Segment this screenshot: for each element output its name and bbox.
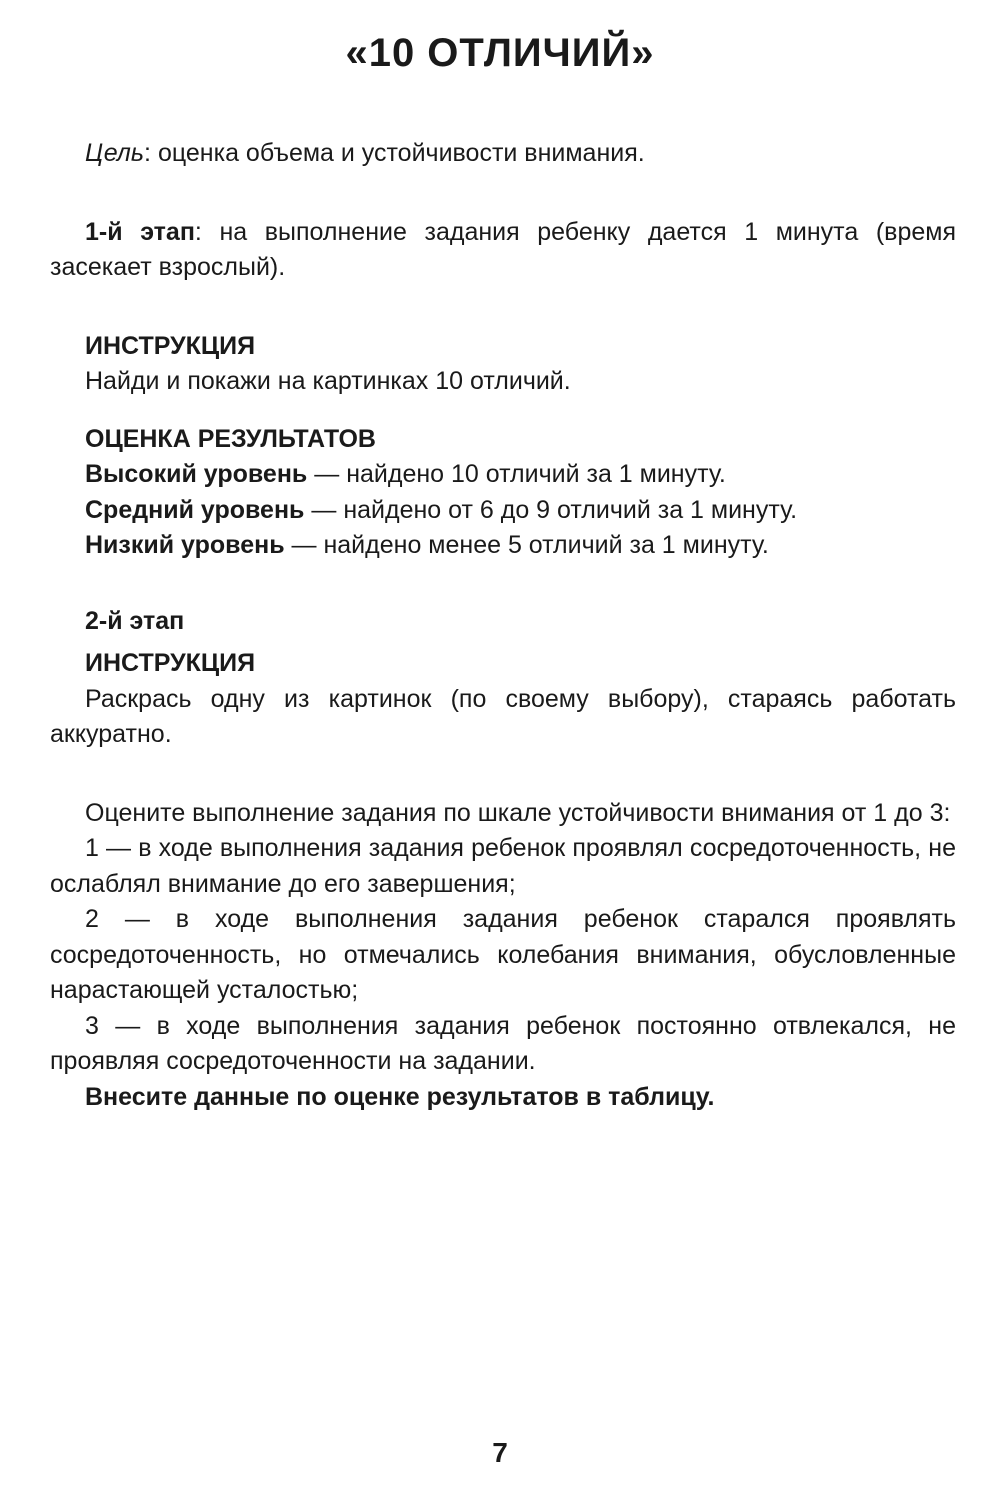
stage1-label: 1-й этап (85, 217, 195, 246)
instruction2-text: Раскрась одну из картинок (по своему выбору), стараясь работать аккуратно. (50, 684, 956, 748)
document-body (50, 136, 956, 1115)
instruction2-heading: ИНСТРУКЦИЯ (85, 649, 256, 677)
result-level-label: Низкий уровень (85, 531, 285, 559)
evaluation-item-3: 3 — в ходе выполнения задания ребенок постоянно отвлекался, не проявляя сосредоточенности на задании. (50, 1011, 956, 1075)
result-level-text: — найдено от 6 до 9 отличий за 1 минуту. (304, 495, 798, 524)
stage1-paragraph (50, 215, 956, 286)
instruction1-text: Найди и покажи на картинках 10 отличий. (85, 367, 571, 395)
result-level-text: — найдено 10 отличий за 1 минуту. (307, 460, 726, 488)
evaluation-closing: Внесите данные по оценке результатов в таблицу. (85, 1082, 715, 1111)
evaluation-intro: Оцените выполнение задания по шкале устойчивости внимания от 1 до 3: (85, 798, 951, 827)
goal-paragraph (50, 136, 956, 172)
result-level-low (50, 528, 956, 564)
instruction1-heading: ИНСТРУКЦИЯ (85, 331, 256, 360)
stage1-text: : на выполнение задания ребенку дается 1 минута (время засекает взрослый). (50, 217, 956, 281)
result-level-label: Средний уровень (85, 495, 305, 524)
evaluation-item-2: 2 — в ходе выполнения задания ребенок старался проявлять сосредоточенность, но отмечались колебания внимания, обусловленные нарастающей усталостью; (50, 905, 956, 1004)
page-number: 7 (492, 1437, 508, 1468)
result-level-medium (50, 493, 956, 529)
results-heading: ОЦЕНКА РЕЗУЛЬТАТОВ (85, 424, 376, 453)
goal-text: : оценка объема и устойчивости внимания. (144, 139, 645, 167)
goal-label: Цель (85, 139, 145, 167)
result-level-label: Высокий уровень (85, 460, 308, 488)
result-level-text: — найдено менее 5 отличий за 1 минуту. (284, 531, 769, 559)
evaluation-item-1: 1 — в ходе выполнения задания ребенок проявлял сосредоточенность, не ослаблял внимание до его завершения; (50, 834, 956, 898)
result-level-high (50, 457, 956, 493)
page-title: «10 ОТЛИЧИЙ» (345, 31, 655, 75)
stage2-label: 2-й этап (85, 606, 185, 635)
